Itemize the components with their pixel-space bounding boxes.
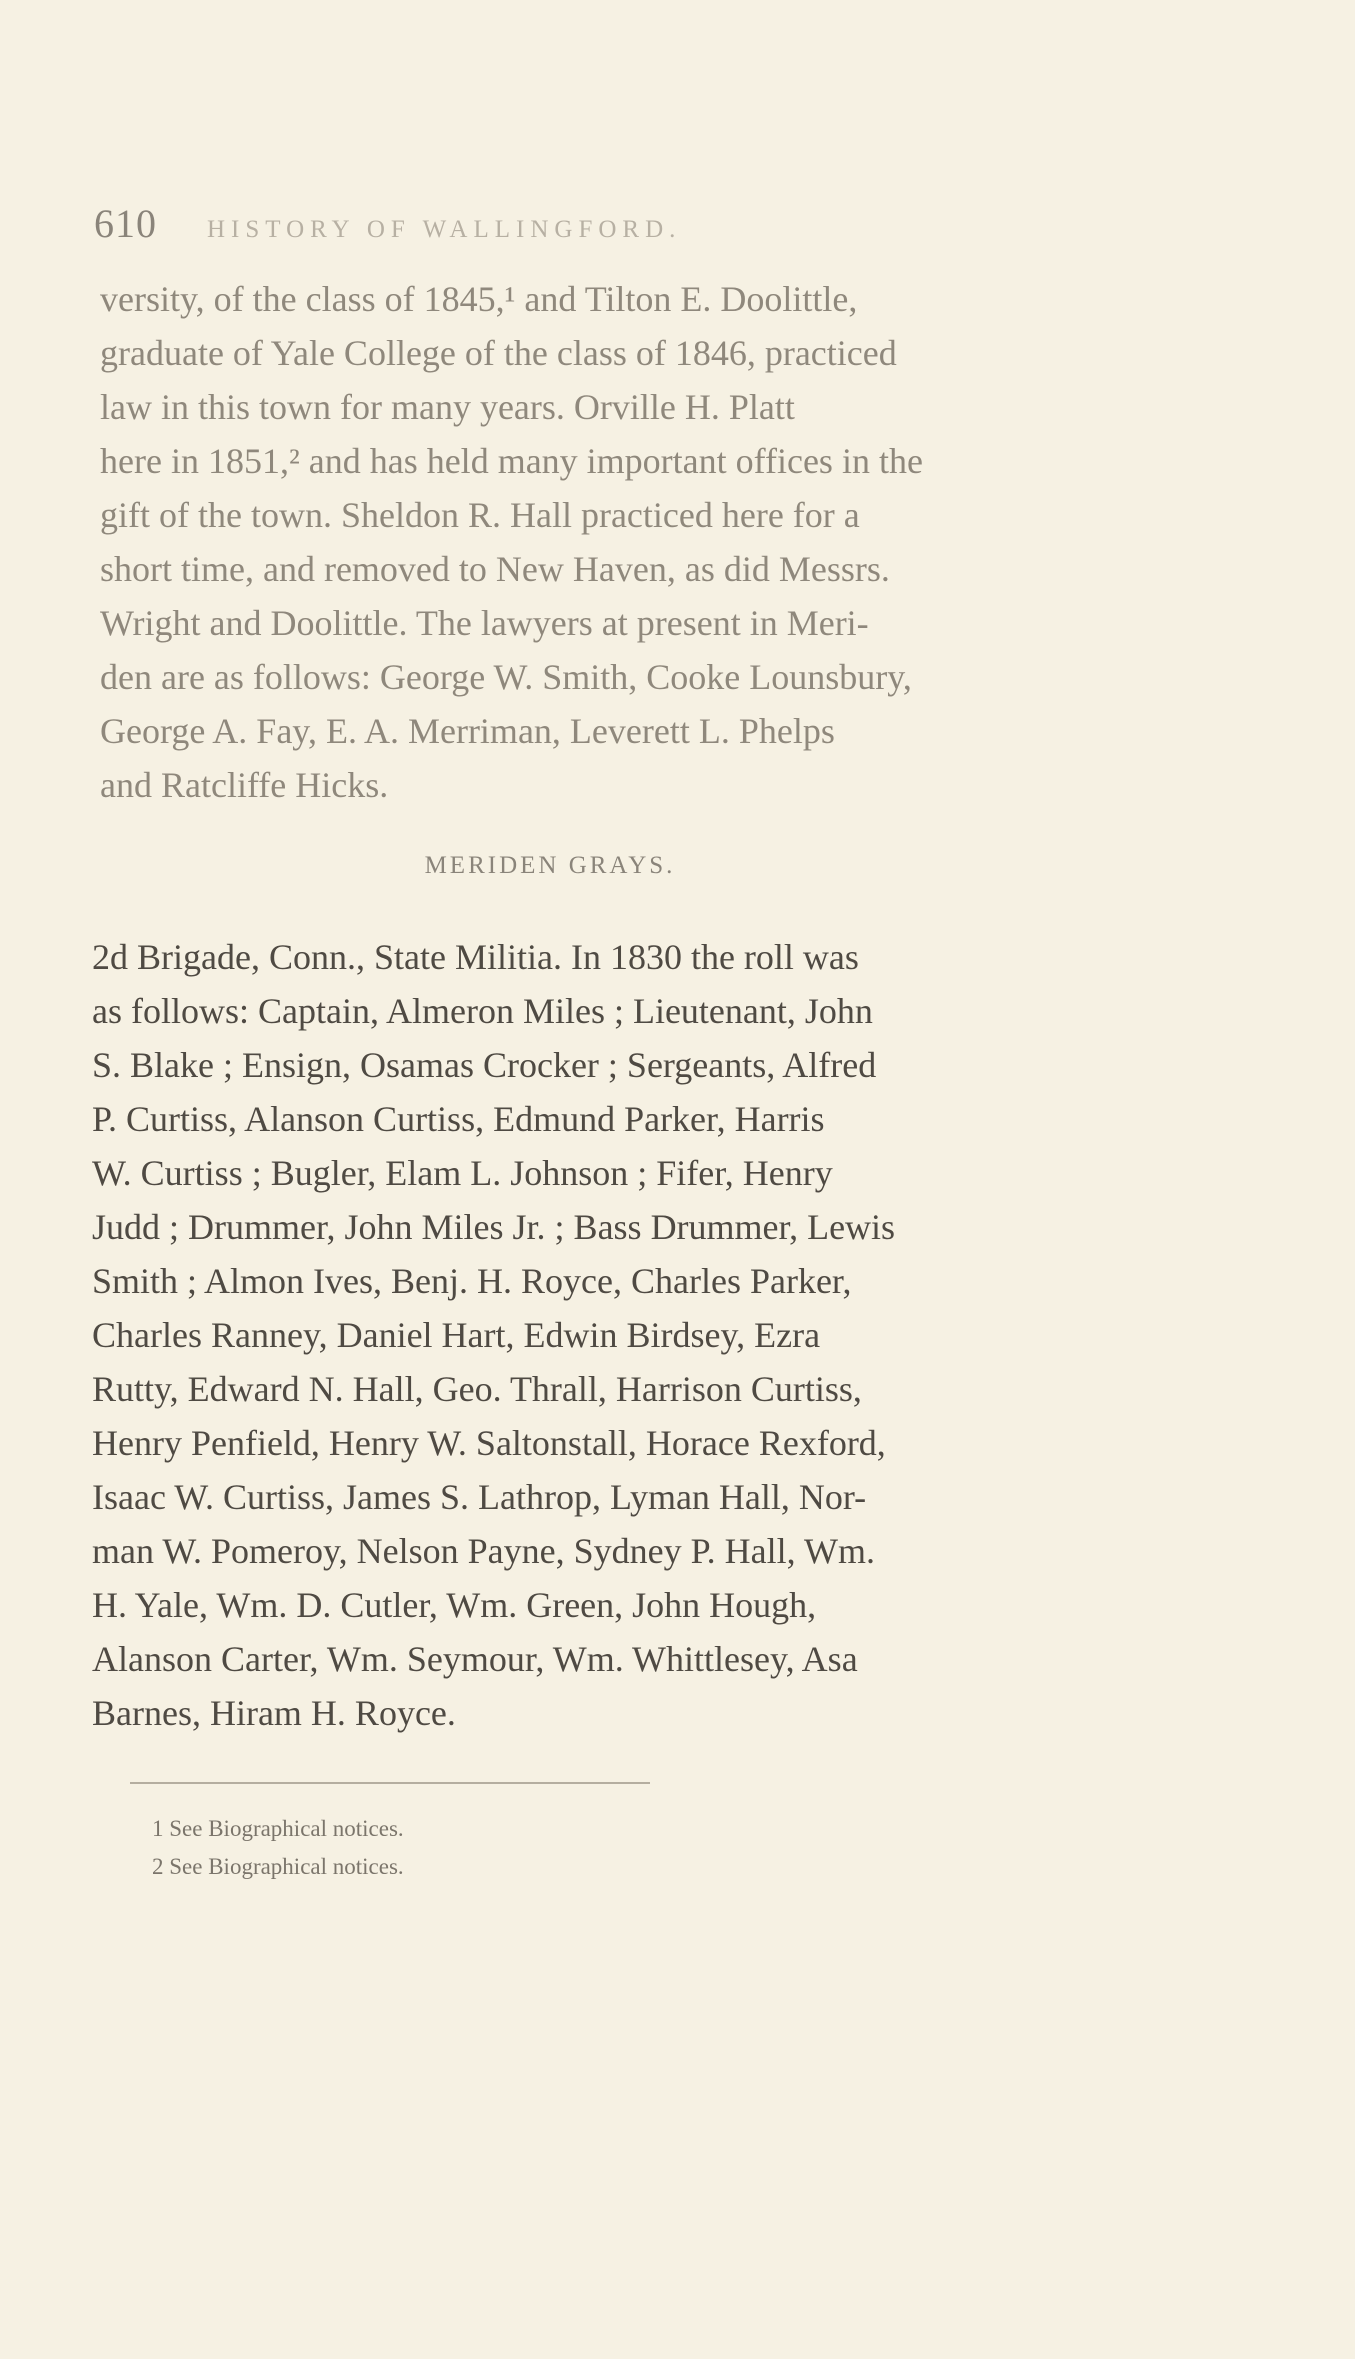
lawyers-paragraph — [100, 272, 1240, 812]
section-heading: MERIDEN GRAYS. — [424, 852, 676, 879]
footnotes — [152, 1810, 404, 1886]
paragraph-line: man W. Pomeroy, Nelson Payne, Sydney P. Hall, Wm. — [92, 1531, 875, 1571]
paragraph-line: Isaac W. Curtiss, James S. Lathrop, Lyman Hall, Nor- — [92, 1477, 867, 1517]
paragraph-line: graduate of Yale College of the class of 1846, practiced — [100, 333, 897, 373]
footnote-divider — [130, 1782, 650, 1784]
paragraph-line: as follows: Captain, Almeron Miles ; Lieutenant, John — [92, 991, 873, 1031]
paragraph-line: gift of the town. Sheldon R. Hall practiced here for a — [100, 495, 860, 535]
paragraph-line: Henry Penfield, Henry W. Saltonstall, Horace Rexford, — [92, 1423, 886, 1463]
paragraph-line: Barnes, Hiram H. Royce. — [92, 1693, 456, 1733]
paragraph-line: Wright and Doolittle. The lawyers at present in Meri- — [100, 603, 869, 643]
paragraph-line: Smith ; Almon Ives, Benj. H. Royce, Charles Parker, — [92, 1261, 852, 1301]
paragraph-line: versity, of the class of 1845,¹ and Tilton E. Doolittle, — [100, 279, 858, 319]
paragraph-line: Charles Ranney, Daniel Hart, Edwin Birdsey, Ezra — [92, 1315, 821, 1355]
paragraph-line: H. Yale, Wm. D. Cutler, Wm. Green, John Hough, — [92, 1585, 817, 1625]
paragraph-line: P. Curtiss, Alanson Curtiss, Edmund Parker, Harris — [92, 1099, 825, 1139]
paragraph-line: Rutty, Edward N. Hall, Geo. Thrall, Harrison Curtiss, — [92, 1369, 862, 1409]
page-number: 610 — [94, 201, 157, 246]
paragraph-line: 2d Brigade, Conn., State Militia. In 1830 the roll was — [92, 937, 859, 977]
paragraph-line: Alanson Carter, Wm. Seymour, Wm. Whittlesey, Asa — [92, 1639, 858, 1679]
paragraph-line: here in 1851,² and has held many important offices in the — [100, 441, 923, 481]
running-head-title: HISTORY OF WALLINGFORD. — [207, 216, 682, 243]
footnote: 2 See Biographical notices. — [152, 1854, 404, 1879]
running-head — [94, 200, 1194, 250]
paragraph-line: law in this town for many years. Orville H. Platt — [100, 387, 795, 427]
paragraph-line: S. Blake ; Ensign, Osamas Crocker ; Sergeants, Alfred — [92, 1045, 877, 1085]
roll-paragraph — [92, 930, 1242, 1740]
paragraph-line: George A. Fay, E. A. Merriman, Leverett L. Phelps — [100, 711, 835, 751]
footnote: 1 See Biographical notices. — [152, 1816, 404, 1841]
paragraph-line: W. Curtiss ; Bugler, Elam L. Johnson ; Fifer, Henry — [92, 1153, 833, 1193]
paragraph-line: Judd ; Drummer, John Miles Jr. ; Bass Drummer, Lewis — [92, 1207, 896, 1247]
paragraph-line: short time, and removed to New Haven, as did Messrs. — [100, 549, 890, 589]
paragraph-line: and Ratcliffe Hicks. — [100, 765, 389, 805]
paragraph-line: den are as follows: George W. Smith, Cooke Lounsbury, — [100, 657, 912, 697]
